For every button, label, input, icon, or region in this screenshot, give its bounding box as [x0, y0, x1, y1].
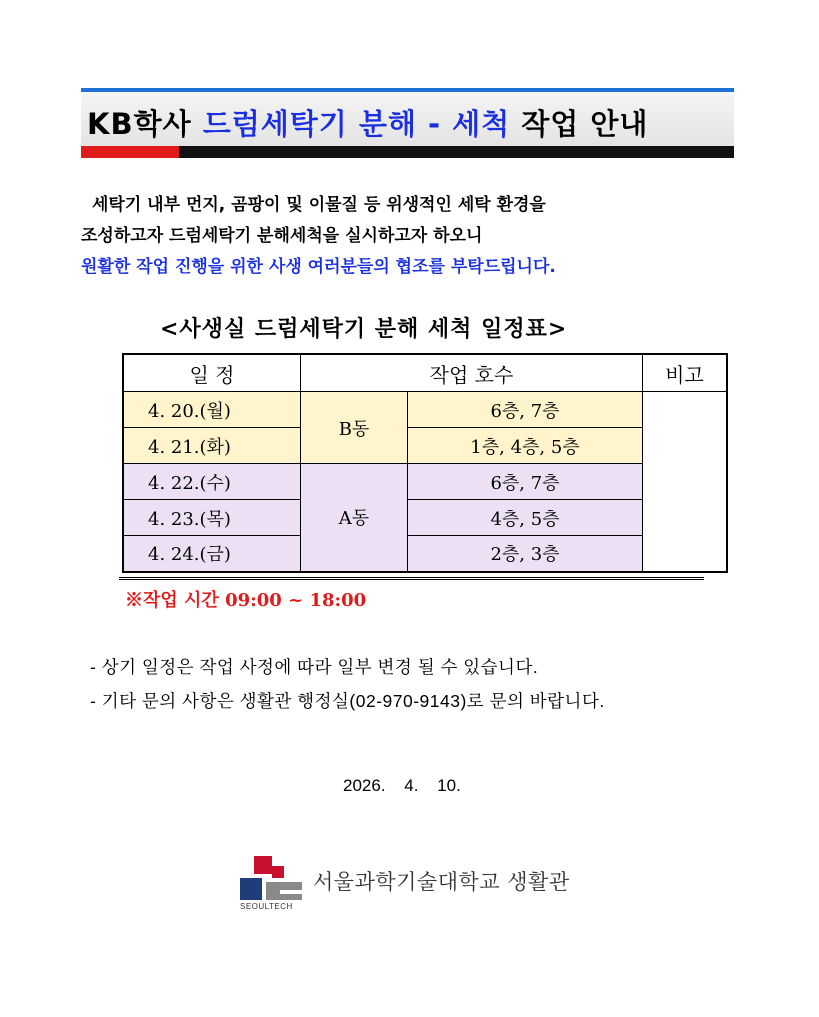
note-item: - 상기 일정은 작업 사정에 따라 일부 변경 될 수 있습니다. — [90, 657, 539, 677]
row-floors: 2층, 3층 — [408, 536, 643, 572]
schedule-table — [122, 353, 728, 573]
row-floors: 6층, 7층 — [408, 392, 643, 428]
row-date: 4. 23.(목) — [123, 500, 301, 536]
schedule-title: <사생실 드럼세탁기 분해 세척 일정표> — [160, 316, 568, 342]
title-suffix: 작업 안내 — [510, 107, 649, 141]
row-floors: 6층, 7층 — [408, 464, 643, 500]
intro-line-2: 조성하고자 드럼세탁기 분해세척을 실시하고자 하오니 — [81, 226, 483, 246]
intro-line-3: 원활한 작업 진행을 위한 사생 여러분들의 협조를 부탁드립니다. — [81, 257, 556, 277]
table-row — [123, 500, 727, 536]
note-item: - 기타 문의 사항은 생활관 행정실(02-970-9143)로 문의 바랍니다. — [90, 691, 605, 711]
notes-list — [90, 650, 605, 718]
organization-name: 서울과학기술대학교 생활관 — [313, 870, 570, 894]
table-row — [123, 464, 727, 500]
header-work: 작업 호수 — [301, 354, 643, 392]
work-time: ※작업 시간 09:00 ~ 18:00 — [125, 590, 367, 611]
title-bottom-red-accent — [81, 146, 179, 158]
table-row — [123, 392, 727, 428]
row-date: 4. 24.(금) — [123, 536, 301, 572]
table-row — [123, 428, 727, 464]
page-title — [87, 102, 648, 143]
title-banner — [81, 88, 734, 158]
title-background — [81, 92, 734, 146]
table-row — [123, 536, 727, 572]
row-floors: 1층, 4층, 5층 — [408, 428, 643, 464]
table-header-row — [123, 354, 727, 392]
title-highlight: 드럼세탁기 분해 - 세척 — [202, 107, 511, 141]
title-prefix: KB학사 — [87, 107, 203, 141]
table-underline — [119, 577, 704, 580]
logo-caption: SEOULTECH — [240, 902, 293, 911]
issue-date: 2026. 4. 10. — [343, 776, 461, 795]
row-note — [643, 392, 728, 572]
row-date: 4. 22.(수) — [123, 464, 301, 500]
header-note: 비고 — [643, 354, 728, 392]
row-building: A동 — [301, 464, 408, 572]
intro-line-1: 세탁기 내부 먼지, 곰팡이 및 이물질 등 위생적인 세탁 환경을 — [92, 195, 546, 215]
row-floors: 4층, 5층 — [408, 500, 643, 536]
row-date: 4. 20.(월) — [123, 392, 301, 428]
header-date: 일 정 — [123, 354, 301, 392]
intro-paragraph — [81, 190, 751, 283]
row-building: B동 — [301, 392, 408, 464]
row-date: 4. 21.(화) — [123, 428, 301, 464]
